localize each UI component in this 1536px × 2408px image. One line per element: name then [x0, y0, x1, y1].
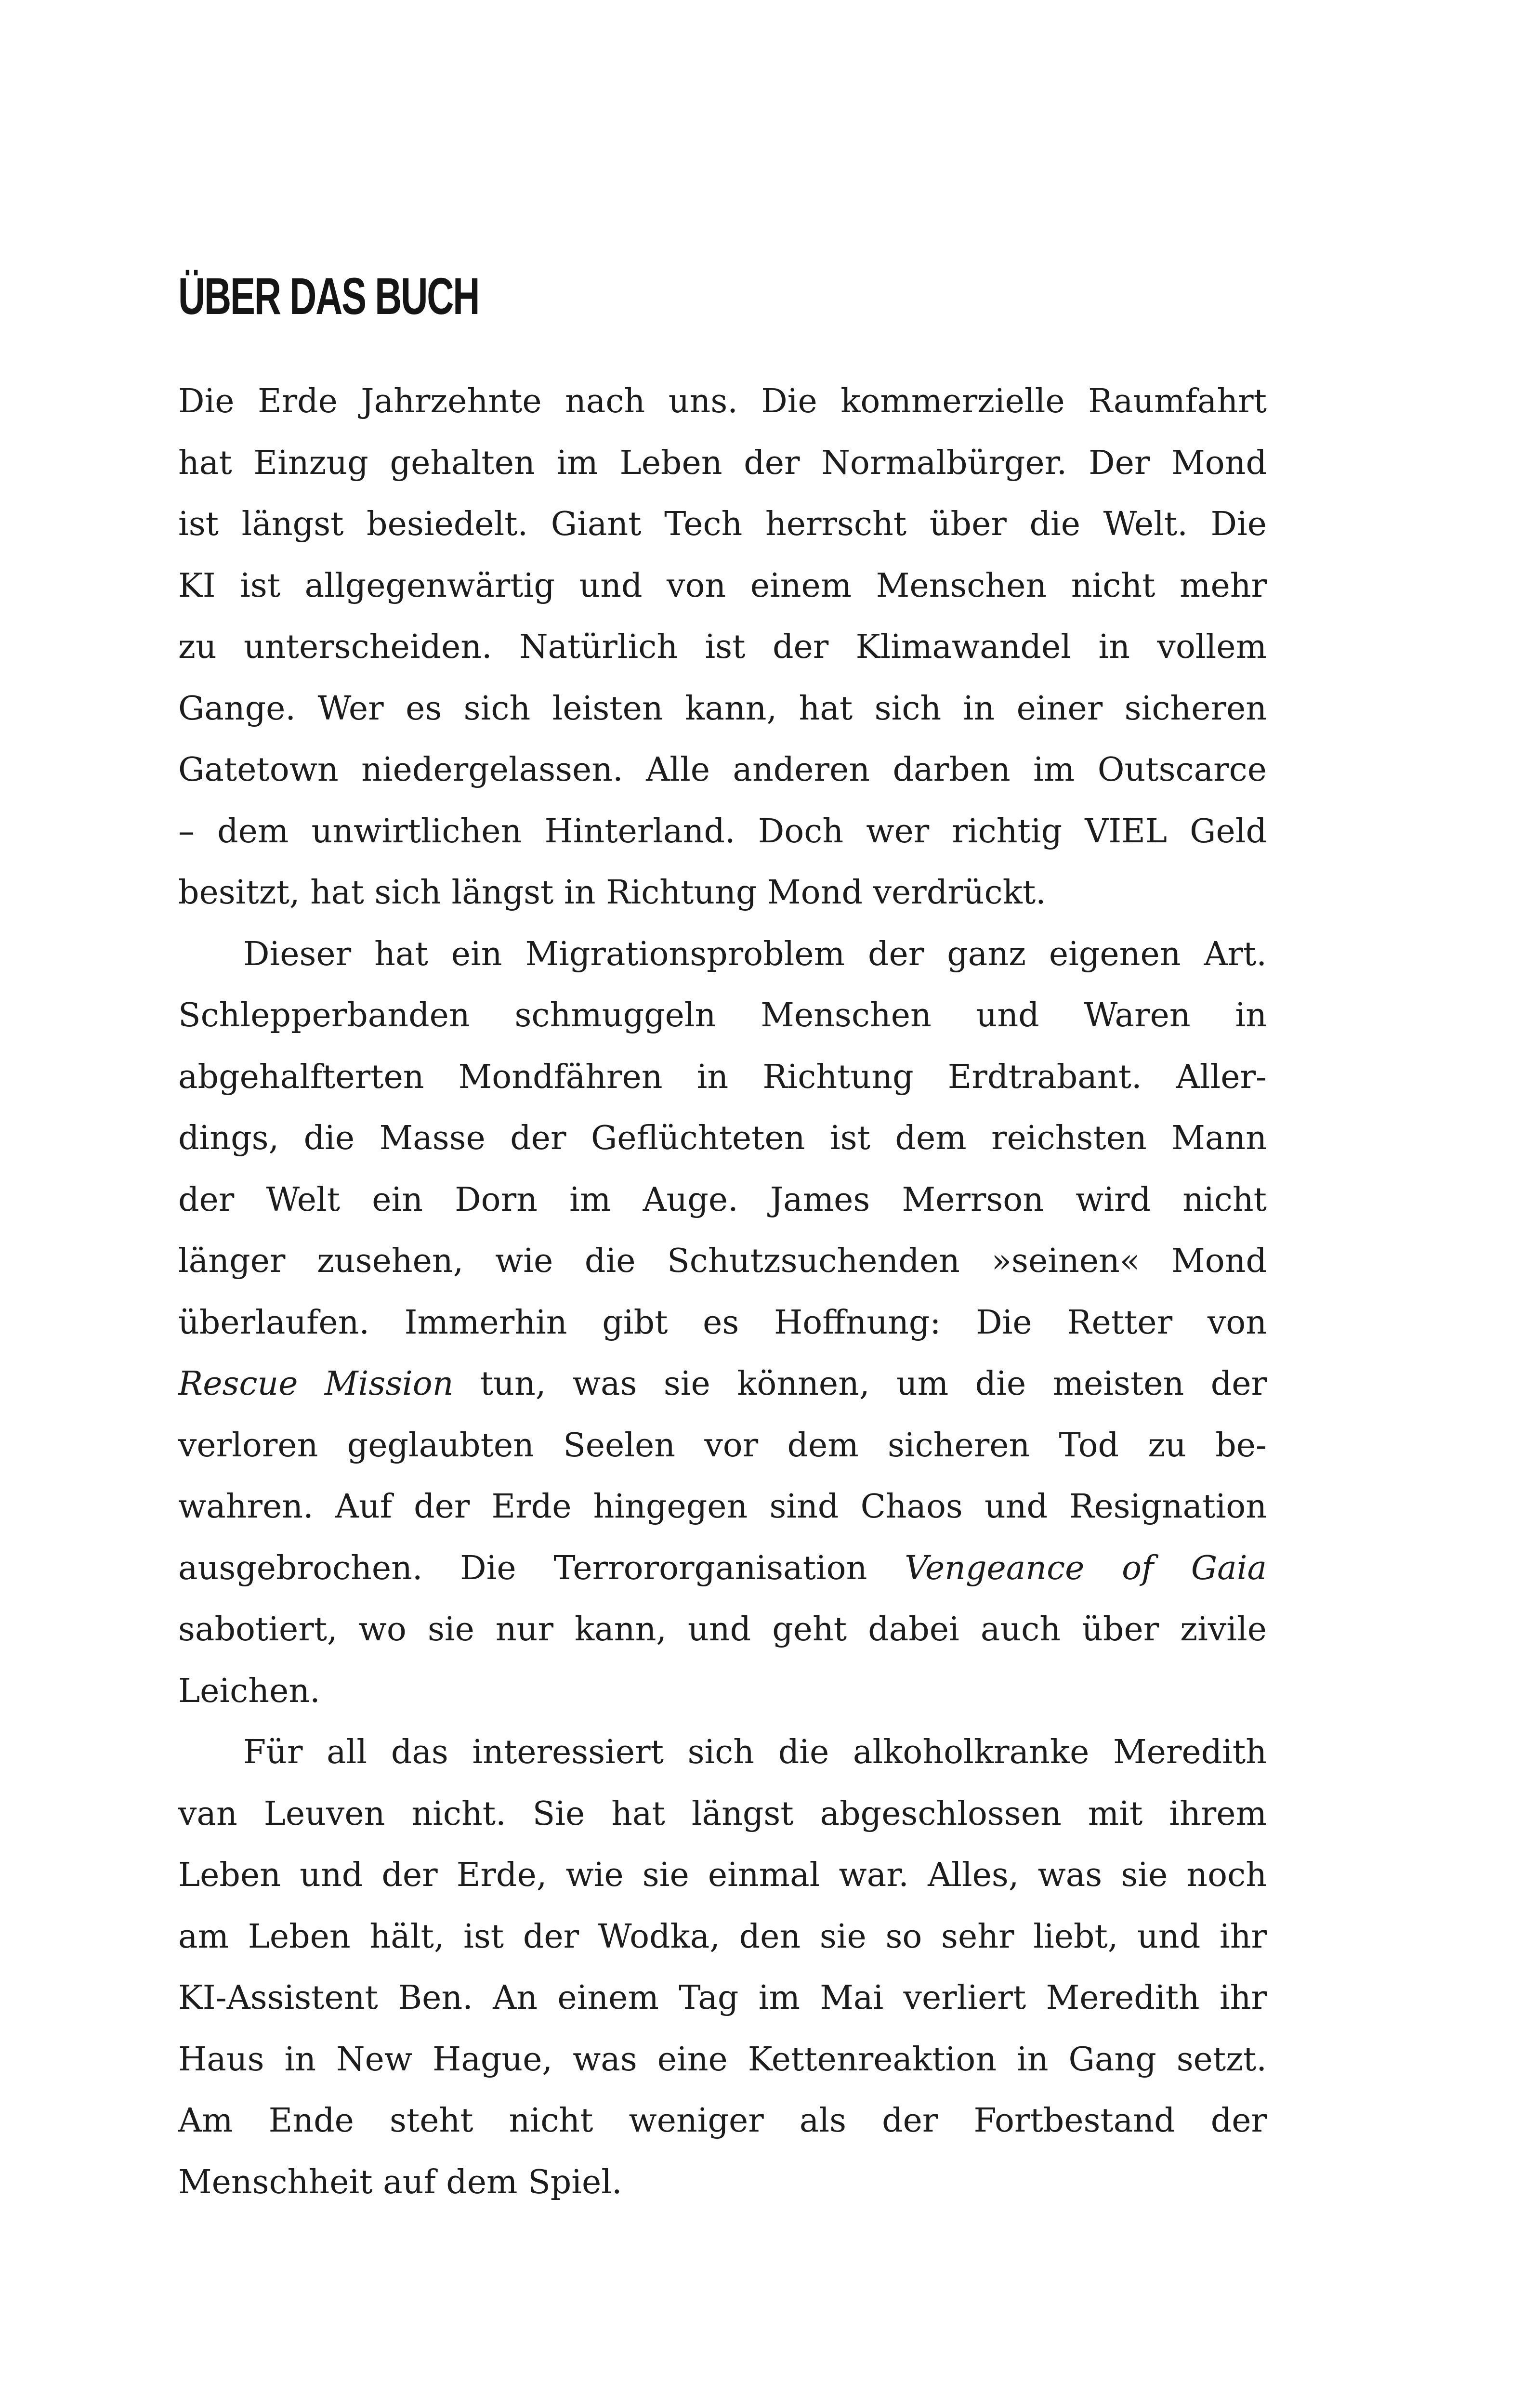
- paragraph-2: [178, 924, 1267, 1722]
- text-line: Schlepperbanden schmuggeln Menschen und Waren in: [178, 996, 1267, 1034]
- text-line: der Welt ein Dorn im Auge. James Merrson wird nicht: [178, 1180, 1267, 1219]
- text-line: Rescue Mission tun, was sie können, um die meisten der: [178, 1365, 1267, 1403]
- text-line: hat Einzug gehalten im Leben der Normalbürger. Der Mond: [178, 444, 1267, 482]
- italic-title: Vengeance of Gaia: [905, 1549, 1267, 1587]
- text-line: verloren geglaubten Seelen vor dem sicheren Tod zu be-: [178, 1426, 1267, 1465]
- text-line: überlaufen. Immerhin gibt es Hoffnung: Die Retter von: [178, 1303, 1267, 1342]
- text-line: Haus in New Hague, was eine Kettenreaktion in Gang setzt.: [178, 2040, 1267, 2079]
- text-line: KI ist allgegenwärtig und von einem Menschen nicht mehr: [178, 566, 1267, 605]
- text-line: zu unterscheiden. Natürlich ist der Klimawandel in vollem: [178, 628, 1267, 666]
- text-line: Die Erde Jahrzehnte nach uns. Die kommerzielle Raumfahrt: [178, 382, 1267, 420]
- text-line: wahren. Auf der Erde hingegen sind Chaos und Resignation: [178, 1488, 1267, 1526]
- italic-title: Rescue Mission: [178, 1365, 454, 1403]
- text-line: Gange. Wer es sich leisten kann, hat sich in einer sicheren: [178, 689, 1267, 728]
- text-line: länger zusehen, wie die Schutzsuchenden »seinen« Mond: [178, 1242, 1267, 1280]
- text-line: – dem unwirtlichen Hinterland. Doch wer richtig VIEL Geld: [178, 812, 1267, 851]
- text-line: besitzt, hat sich längst in Richtung Mond verdrückt.: [178, 874, 1046, 912]
- text-line: abgehalfterten Mondfähren in Richtung Erdtrabant. Aller-: [178, 1058, 1267, 1096]
- paragraph-3: [178, 1722, 1267, 2213]
- text-line: am Leben hält, ist der Wodka, den sie so sehr liebt, und ihr: [178, 1917, 1267, 1956]
- book-page: [178, 260, 1267, 2213]
- text-line: Dieser hat ein Migrationsproblem der ganz eigenen Art.: [243, 935, 1267, 973]
- text-line: Menschheit auf dem Spiel.: [178, 2163, 622, 2201]
- text-line: dings, die Masse der Geflüchteten ist dem reichsten Mann: [178, 1119, 1267, 1157]
- text-line: KI-Assistent Ben. An einem Tag im Mai verliert Meredith ihr: [178, 1979, 1267, 2017]
- text-line: van Leuven nicht. Sie hat längst abgeschlossen mit ihrem: [178, 1794, 1267, 1833]
- paragraph-1: [178, 371, 1267, 924]
- section-heading: ÜBER DAS BUCH: [178, 267, 479, 325]
- text-line: Für all das interessiert sich die alkoholkranke Meredith: [243, 1733, 1267, 1771]
- text-line: ist längst besiedelt. Giant Tech herrscht über die Welt. Die: [178, 505, 1267, 543]
- text-line: Am Ende steht nicht weniger als der Fortbestand der: [178, 2102, 1267, 2140]
- text-line: Gatetown niedergelassen. Alle anderen darben im Outscarce: [178, 751, 1267, 789]
- text-line: Leben und der Erde, wie sie einmal war. Alles, was sie noch: [178, 1856, 1267, 1894]
- text-line: sabotiert, wo sie nur kann, und geht dabei auch über zivile: [178, 1610, 1267, 1649]
- text-line: Leichen.: [178, 1672, 320, 1710]
- text-line: ausgebrochen. Die Terrororganisation Vengeance of Gaia: [178, 1549, 1267, 1587]
